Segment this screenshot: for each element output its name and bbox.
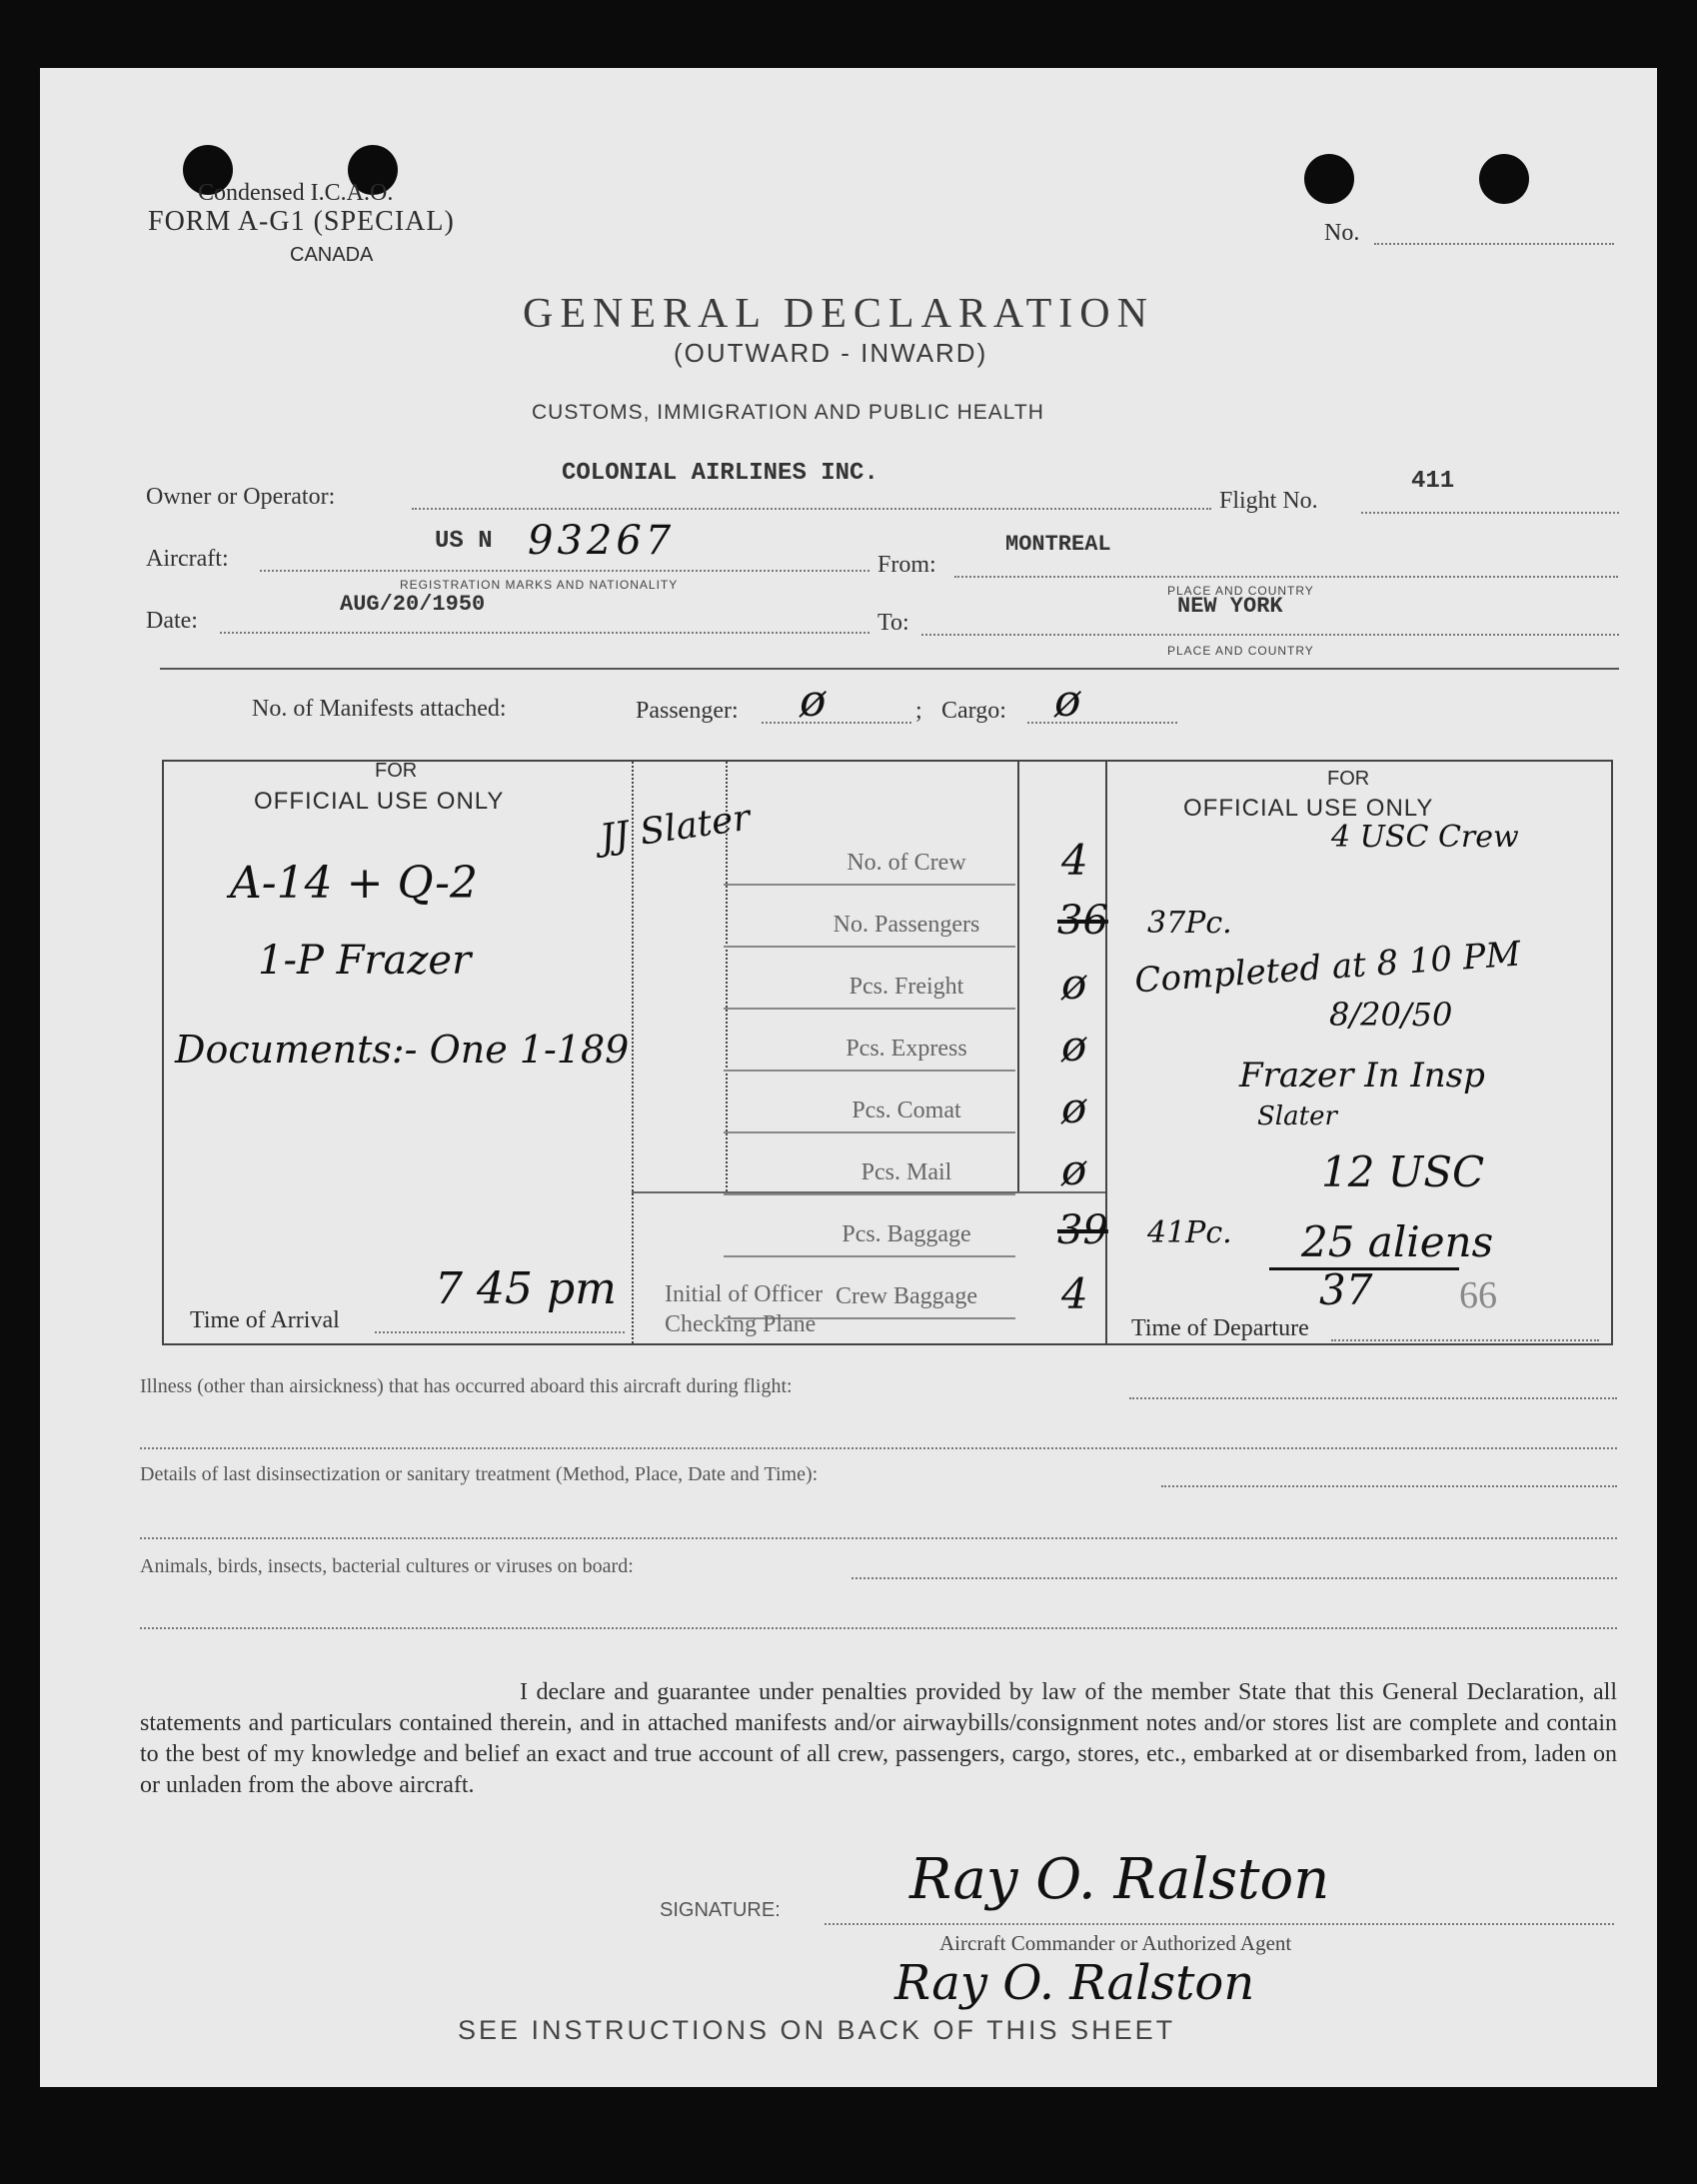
count-row-rule [724, 1131, 1015, 1133]
date-label: Date: [146, 608, 198, 634]
form-sheet [40, 68, 1657, 2087]
hand-right-line8: 37 [1319, 1265, 1373, 1314]
manifests-label: No. of Manifests attached: [252, 696, 507, 722]
form-id-line3: CANADA [290, 244, 374, 266]
header-rule [160, 668, 1619, 670]
flight-line [1361, 512, 1619, 514]
count-row-value: ø [1061, 1022, 1087, 1071]
manifest-separator: ; [915, 698, 922, 724]
count-row-rule [724, 1255, 1015, 1257]
form-id-line1: Condensed I.C.A.O. [198, 180, 394, 206]
from-line [954, 576, 1618, 578]
count-row-label: Pcs. Baggage [842, 1221, 971, 1247]
count-row-value: 4 [1061, 1269, 1088, 1318]
count-row-rule [724, 946, 1015, 948]
arrival-value: 7 45 pm [435, 1263, 617, 1314]
initial-label-1: Initial of Officer [665, 1281, 824, 1307]
count-row-label: No. Passengers [833, 912, 980, 938]
declaration-text: I declare and guarantee under penalties provided by law of the member State that this General Declaration, all statements and particulars contained therein, and in attached manifests and/or airwaybills/consignment notes and/or stores list are complete and contain to the best of my knowledge and belief an exact and true account of all crew, passengers, cargo, stores, etc., embarked at or disembarked from, laden on or unladen from the above aircraft. [140, 1679, 1617, 1798]
cargo-manifest-line [1027, 722, 1177, 724]
illness-line-2 [140, 1447, 1617, 1449]
count-row-label: Pcs. Freight [848, 974, 964, 1000]
hand-right-line9: 66 [1459, 1274, 1497, 1316]
illness-line [1129, 1397, 1617, 1399]
passenger-manifest-value: ø [800, 676, 827, 727]
from-label: From: [877, 552, 936, 578]
signature-2: Ray O. Ralston [894, 1955, 1255, 2011]
count-row-value: ø [1061, 960, 1087, 1009]
disinsect-label: Details of last disinsectization or sanitary treatment (Method, Place, Date and Time): [140, 1463, 819, 1485]
hand-right-line2: Completed at 8 10 PM [1133, 934, 1522, 1002]
count-row-label: Crew Baggage [836, 1283, 977, 1309]
departure-line [1331, 1339, 1599, 1341]
hand-right-line4: Frazer In Insp [1239, 1056, 1485, 1095]
aircraft-number: 93267 [528, 518, 676, 564]
count-row-note: 37Pc. [1147, 906, 1232, 941]
punch-hole [1479, 154, 1529, 204]
cargo-manifest-label: Cargo: [941, 698, 1006, 724]
to-value: NEW YORK [1177, 594, 1283, 619]
hand-left-line2: 1-P Frazer [258, 938, 472, 984]
count-row-label: Pcs. Mail [860, 1159, 952, 1185]
count-row-value: ø [1061, 1145, 1087, 1194]
left-official: OFFICIAL USE ONLY [254, 788, 505, 815]
disinsect-line-2 [140, 1537, 1617, 1539]
departure-label: Time of Departure [1131, 1315, 1309, 1341]
count-row-value: 4 [1061, 836, 1088, 885]
passenger-manifest-label: Passenger: [636, 698, 739, 724]
form-id-line2: FORM A-G1 (SPECIAL) [148, 206, 455, 237]
place-caption-to: PLACE AND COUNTRY [1167, 644, 1314, 658]
hand-right-line3: 8/20/50 [1329, 996, 1453, 1034]
date-line [220, 632, 869, 634]
hand-right-line7: 25 aliens [1301, 1217, 1494, 1266]
hand-right-line6: 12 USC [1321, 1147, 1485, 1196]
animals-line [851, 1577, 1617, 1579]
owner-label: Owner or Operator: [146, 484, 336, 510]
count-row-rule [724, 1193, 1015, 1195]
count-row-label: Pcs. Comat [851, 1097, 961, 1123]
number-label: No. [1324, 220, 1360, 246]
page-title: GENERAL DECLARATION [523, 291, 1154, 337]
to-line [921, 634, 1619, 636]
animals-label: Animals, birds, insects, bacterial cultures or viruses on board: [140, 1555, 634, 1577]
initial-label-2: Checking Plane [665, 1311, 817, 1337]
animals-line-2 [140, 1627, 1617, 1629]
to-label: To: [877, 610, 909, 636]
hand-right-line1: 4 USC Crew [1331, 820, 1519, 855]
illness-label: Illness (other than airsickness) that has occurred aboard this aircraft during flight: [140, 1375, 793, 1397]
aircraft-label: Aircraft: [146, 546, 229, 572]
signature-caption: Aircraft Commander or Authorized Agent [939, 1931, 1292, 1955]
footer-instructions: SEE INSTRUCTIONS ON BACK OF THIS SHEET [458, 2015, 1176, 2045]
number-line [1374, 243, 1614, 245]
count-row-rule [724, 1008, 1015, 1010]
hand-initials: JJ Slater [597, 797, 754, 860]
hand-left-line3: Documents:- One 1-189 [175, 1028, 630, 1072]
count-row-struck-value: 36 [1057, 898, 1108, 944]
registration-caption: REGISTRATION MARKS AND NATIONALITY [400, 578, 679, 592]
page-subtitle: (OUTWARD - INWARD) [674, 338, 988, 368]
passenger-manifest-line [762, 722, 911, 724]
right-for: FOR [1327, 768, 1370, 790]
owner-value: COLONIAL AIRLINES INC. [562, 460, 878, 487]
count-row-value: ø [1061, 1084, 1087, 1132]
from-value: MONTREAL [1005, 532, 1111, 557]
owner-line [412, 508, 1211, 510]
signature-line [825, 1923, 1614, 1925]
right-official: OFFICIAL USE ONLY [1183, 795, 1434, 822]
count-row-label: Pcs. Express [846, 1036, 967, 1062]
aircraft-prefix: US N [435, 528, 493, 555]
arrival-line [375, 1331, 625, 1333]
count-row-rule [724, 884, 1015, 886]
count-row-label: No. of Crew [847, 850, 966, 876]
punch-hole [1304, 154, 1354, 204]
arrival-label: Time of Arrival [190, 1307, 340, 1333]
aircraft-line [260, 570, 869, 572]
count-row-rule [724, 1070, 1015, 1072]
place-caption-from: PLACE AND COUNTRY [1167, 584, 1314, 598]
count-row-struck-value: 39 [1057, 1207, 1108, 1253]
hand-left-line1: A-14 + Q-2 [230, 858, 479, 909]
flight-label: Flight No. [1219, 488, 1318, 514]
hand-right-line5: Slater [1257, 1101, 1337, 1131]
signature-label: SIGNATURE: [660, 1899, 781, 1921]
flight-value: 411 [1411, 468, 1455, 495]
count-row-note: 41Pc. [1147, 1215, 1232, 1250]
cargo-manifest-value: ø [1054, 676, 1081, 727]
page-subhead: CUSTOMS, IMMIGRATION AND PUBLIC HEALTH [532, 401, 1044, 424]
disinsect-line [1161, 1485, 1617, 1487]
date-value: AUG/20/1950 [340, 592, 486, 617]
signature-1: Ray O. Ralston [909, 1847, 1330, 1912]
left-for: FOR [375, 760, 418, 782]
divider-right [1105, 762, 1107, 1343]
